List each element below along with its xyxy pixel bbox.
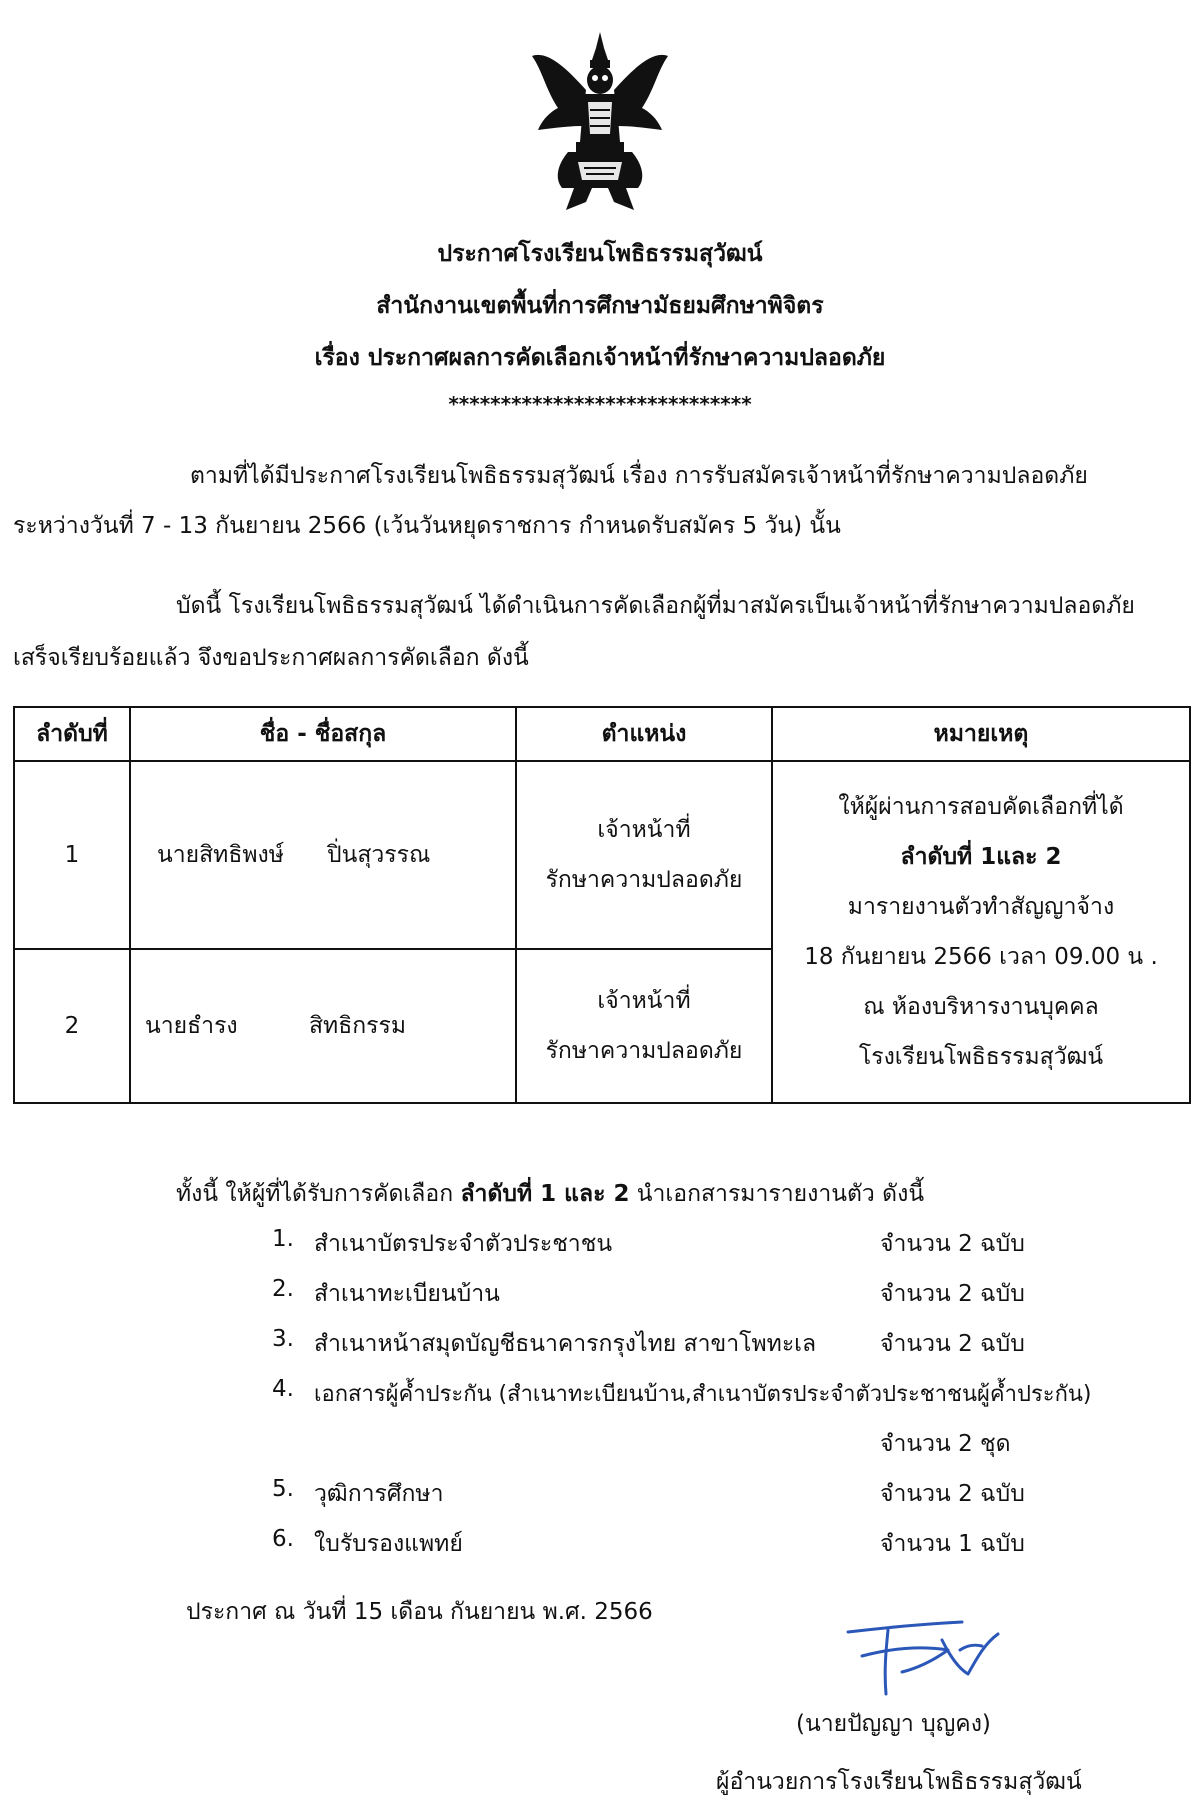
doc-title: สำเนาบัตรประจำตัวประชาชน xyxy=(314,1231,613,1257)
garuda-emblem-icon xyxy=(528,30,672,214)
row-name xyxy=(130,949,516,1103)
signer-name: (นายปัญญา บุญคง) xyxy=(796,1711,991,1737)
first-name: นายสิทธิพงษ์ xyxy=(157,842,284,868)
paragraph-2-line-2: เสร็จเรียบร้อยแล้ว จึงขอประกาศผลการคัดเลือก ดังนี้ xyxy=(13,645,529,671)
doc-number: 4. xyxy=(272,1376,294,1402)
paragraph-1-line-1: ตามที่ได้มีประกาศโรงเรียนโพธิธรรมสุวัฒน์ เรื่อง การรับสมัครเจ้าหน้าที่รักษาความปลอดภัย xyxy=(190,463,1088,489)
doc-number: 5. xyxy=(272,1476,294,1502)
row-no: 1 xyxy=(14,761,130,949)
row-position xyxy=(516,949,772,1103)
remark-cell xyxy=(772,761,1190,1103)
school-title: ประกาศโรงเรียนโพธิธรรมสุวัฒน์ xyxy=(437,241,763,267)
remark-line-5: ณ ห้องบริหารงานบุคคล xyxy=(863,994,1099,1020)
paragraph-1-line-2: ระหว่างวันที่ 7 - 13 กันยายน 2566 (เว้นวันหยุดราชการ กำหนดรับสมัคร 5 วัน) นั้น xyxy=(13,513,841,539)
result-table xyxy=(13,706,1191,1104)
doc-title: วุฒิการศึกษา xyxy=(314,1481,444,1507)
doc-qty: จำนวน 2 ฉบับ xyxy=(880,1231,1025,1257)
last-name: ปิ่นสุวรรณ xyxy=(327,842,431,868)
doc-number: 2. xyxy=(272,1276,294,1302)
table-row xyxy=(14,761,1190,949)
announce-date: ประกาศ ณ วันที่ 15 เดือน กันยายน พ.ศ. 2566 xyxy=(186,1599,653,1625)
table-header-row xyxy=(14,707,1190,761)
doc-qty: จำนวน 2 ฉบับ xyxy=(880,1481,1025,1507)
instruction-bold: ลำดับที่ 1 และ 2 xyxy=(460,1181,630,1207)
remark-line-6: โรงเรียนโพธิธรรมสุวัฒน์ xyxy=(858,1044,1104,1070)
header-remark: หมายเหตุ xyxy=(772,707,1190,761)
position-line-2: รักษาความปลอดภัย xyxy=(545,1038,743,1064)
remark-line-4: 18 กันยายน 2566 เวลา 09.00 น . xyxy=(804,944,1158,970)
doc-number: 6. xyxy=(272,1526,294,1552)
position-line-1: เจ้าหน้าที่ xyxy=(597,988,691,1014)
doc-number: 1. xyxy=(272,1226,294,1252)
doc-title: สำเนาทะเบียนบ้าน xyxy=(314,1281,500,1307)
row-name xyxy=(130,761,516,949)
row-position xyxy=(516,761,772,949)
position-line-2: รักษาความปลอดภัย xyxy=(545,867,743,893)
header-name: ชื่อ - ชื่อสกุล xyxy=(130,707,516,761)
office-title: สำนักงานเขตพื้นที่การศึกษามัธยมศึกษาพิจิตร xyxy=(376,293,824,319)
doc-qty: จำนวน 2 ฉบับ xyxy=(880,1281,1025,1307)
position-line-1: เจ้าหน้าที่ xyxy=(597,817,691,843)
remark-line-1: ให้ผู้ผ่านการสอบคัดเลือกที่ได้ xyxy=(838,794,1124,820)
doc-number: 3. xyxy=(272,1326,294,1352)
row-no: 2 xyxy=(14,949,130,1103)
doc-title: สำเนาหน้าสมุดบัญชีธนาคารกรุงไทย สาขาโพทะเล xyxy=(314,1331,817,1357)
instruction-pre: ทั้งนี้ ให้ผู้ที่ได้รับการคัดเลือก xyxy=(176,1181,461,1207)
last-name: สิทธิกรรม xyxy=(309,1013,407,1039)
header-no: ลำดับที่ xyxy=(14,707,130,761)
doc-qty: จำนวน 2 ชุด xyxy=(880,1431,1011,1457)
header-position: ตำแหน่ง xyxy=(516,707,772,761)
remark-line-2: ลำดับที่ 1และ 2 xyxy=(900,844,1062,870)
first-name: นายธำรง xyxy=(145,1013,238,1039)
instruction xyxy=(176,1176,924,1212)
remark-line-3: มารายงานตัวทำสัญญาจ้าง xyxy=(847,894,1115,920)
instruction-post: นำเอกสารมารายงานตัว ดังนี้ xyxy=(629,1181,925,1207)
doc-title: เอกสารผู้ค้ำประกัน (สำเนาทะเบียนบ้าน,สำเนาบัตรประจำตัวประชาชนผู้ค้ำประกัน) xyxy=(314,1382,1092,1407)
signer-title: ผู้อำนวยการโรงเรียนโพธิธรรมสุวัฒน์ xyxy=(716,1769,1082,1795)
paragraph-2-line-1: บัดนี้ โรงเรียนโพธิธรรมสุวัฒน์ ได้ดำเนินการคัดเลือกผู้ที่มาสมัครเป็นเจ้าหน้าที่รักษาความปลอดภัย xyxy=(176,593,1135,619)
separator: ***************************** xyxy=(448,392,752,416)
doc-title: ใบรับรองแพทย์ xyxy=(314,1531,463,1557)
doc-qty: จำนวน 2 ฉบับ xyxy=(880,1331,1025,1357)
signature-image xyxy=(842,1610,1008,1700)
doc-qty: จำนวน 1 ฉบับ xyxy=(880,1531,1025,1557)
subject-title: เรื่อง ประกาศผลการคัดเลือกเจ้าหน้าที่รักษาความปลอดภัย xyxy=(314,345,886,371)
